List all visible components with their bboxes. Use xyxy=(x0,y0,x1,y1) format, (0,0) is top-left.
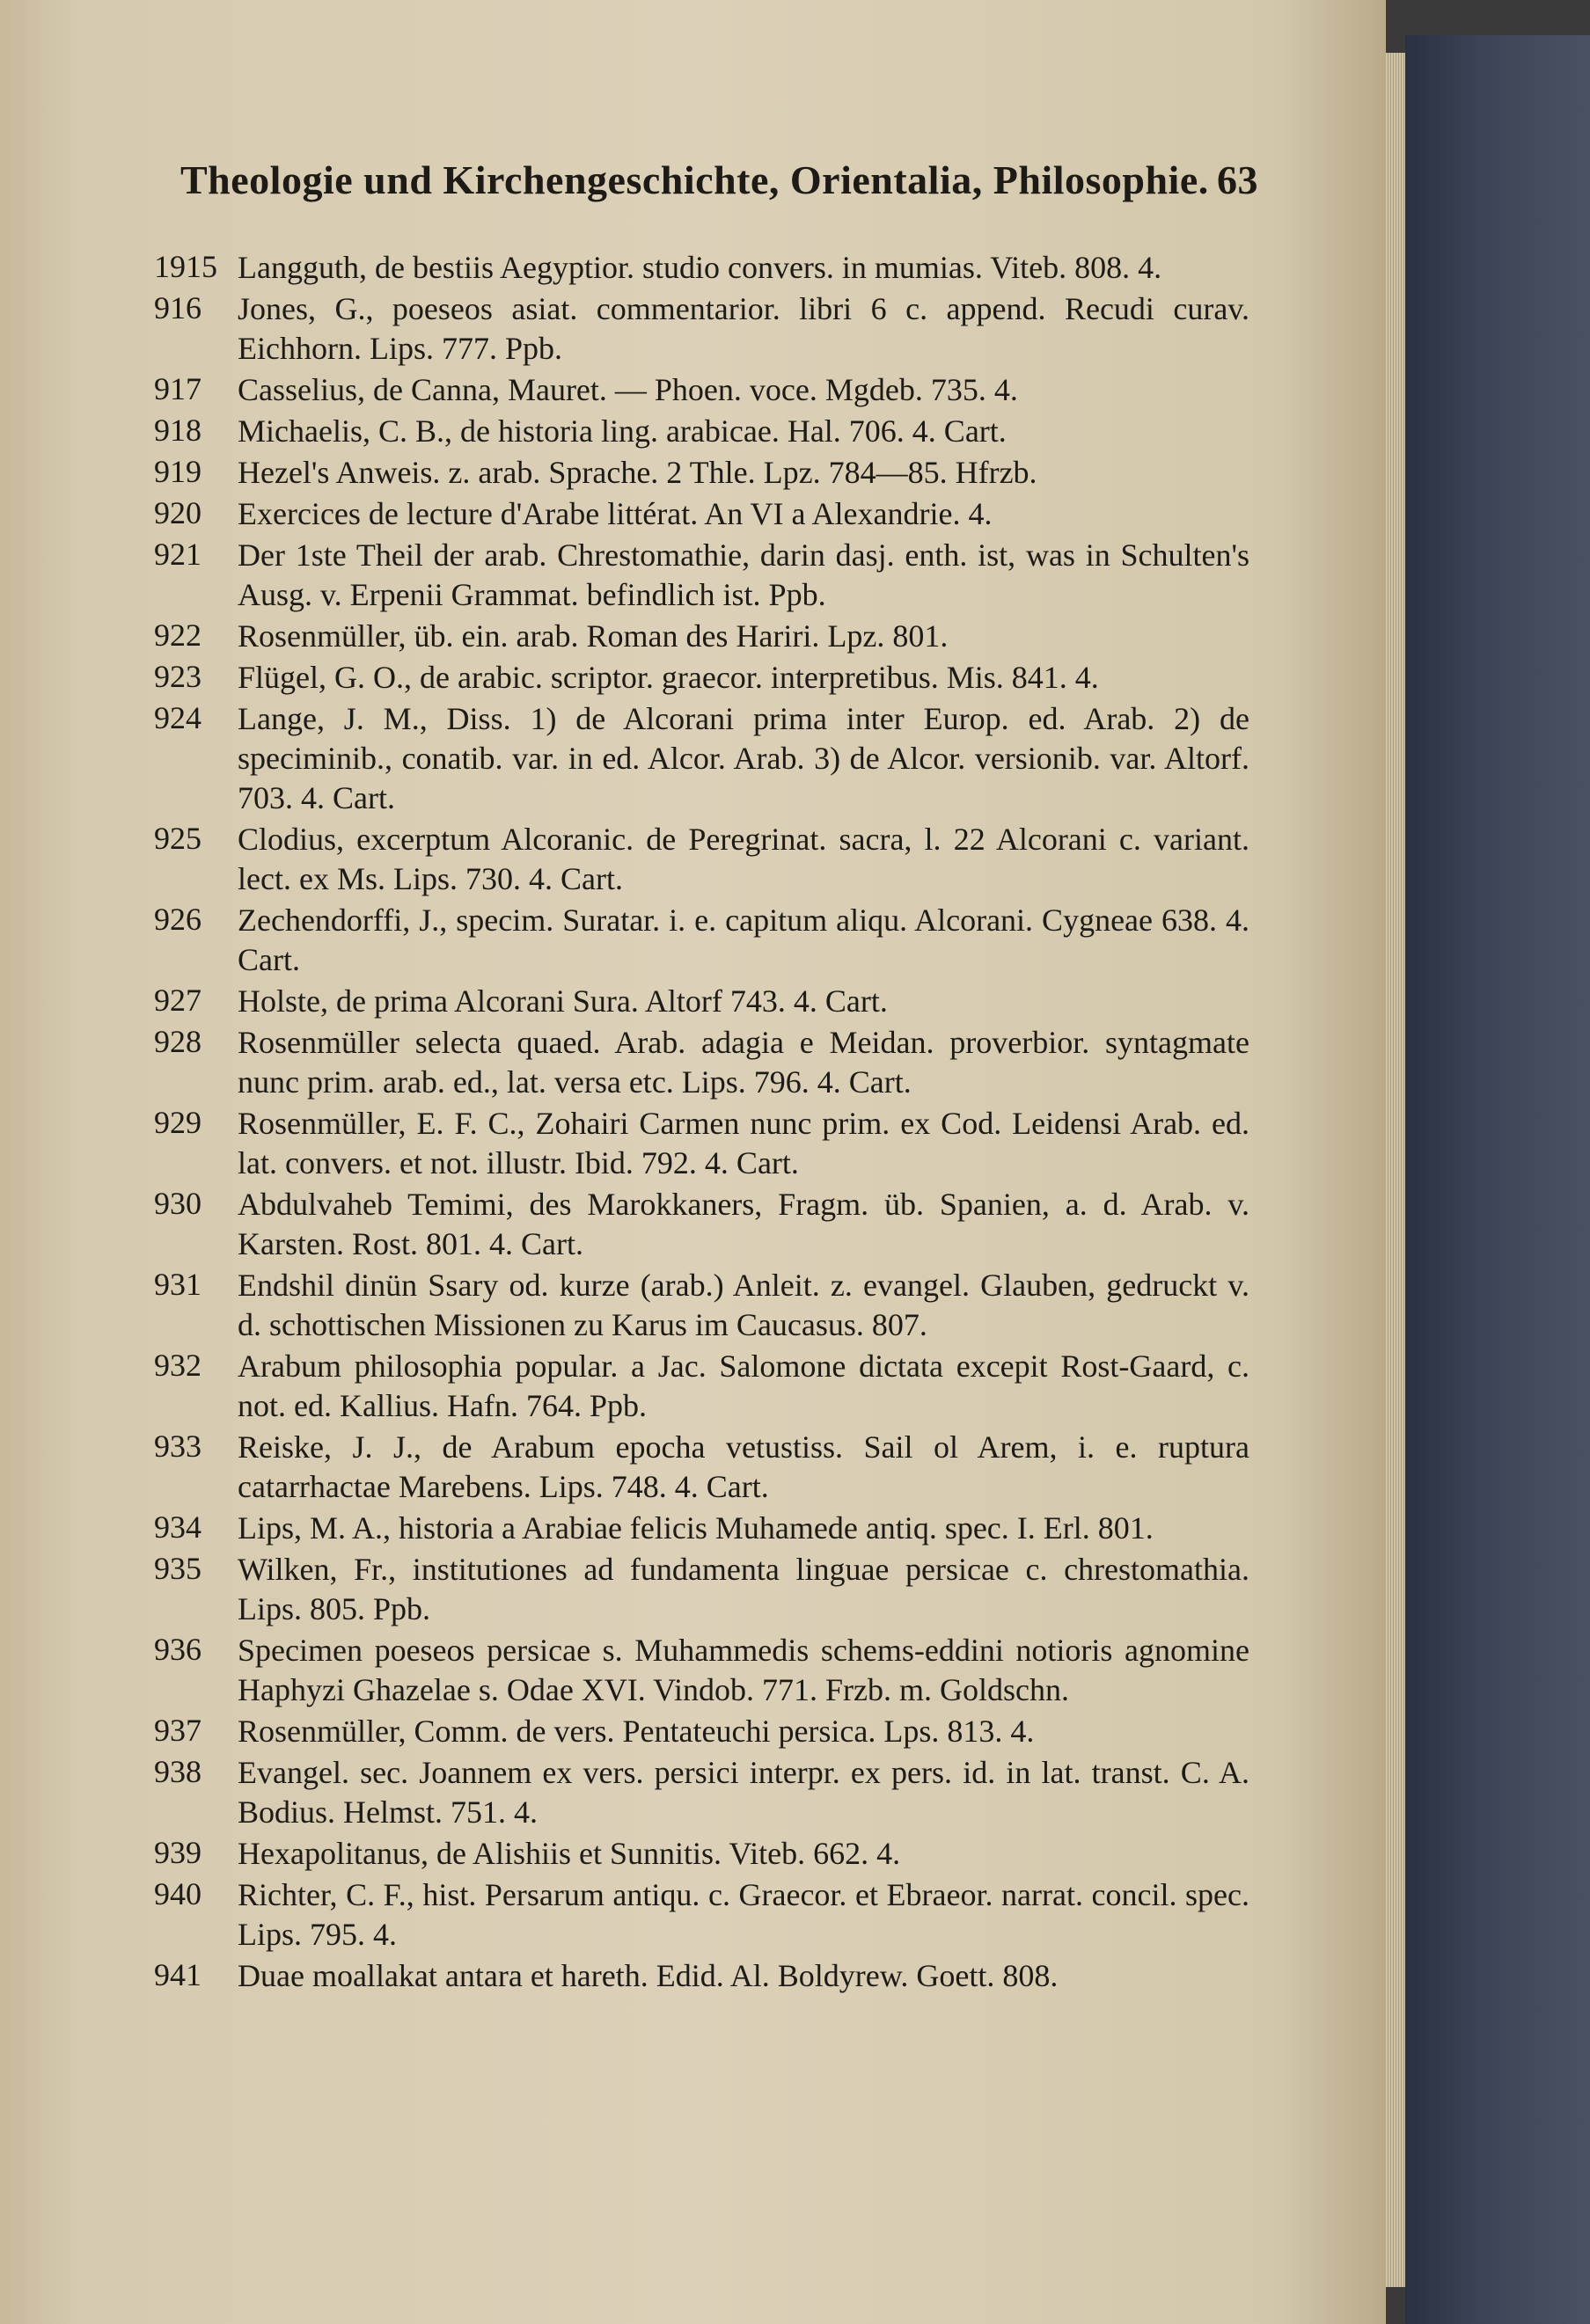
entry-text: Rosenmüller, üb. ein. arab. Roman des Hariri. Lpz. 801. xyxy=(238,618,949,654)
running-title: Theologie und Kirchengeschichte, Orientalia, Philosophie. xyxy=(180,157,1209,202)
entry-number: 928 xyxy=(154,1024,201,1059)
entry-text: Hezel's Anweis. z. arab. Sprache. 2 Thle. Lpz. 784—85. Hfrzb. xyxy=(238,455,1037,490)
entry-text: Jones, G., poeseos asiat. commentarior. libri 6 c. append. Recudi curav. Eichhorn. Lips. 777. Ppb. xyxy=(238,291,1249,366)
catalog-entry xyxy=(154,1347,1249,1426)
entry-number: 1915 xyxy=(154,249,217,284)
entry-number: 930 xyxy=(154,1186,201,1221)
entry-text: Holste, de prima Alcorani Sura. Altorf 743. 4. Cart. xyxy=(238,983,888,1019)
entry-text: Hexapolitanus, de Alishiis et Sunnitis. Viteb. 662. 4. xyxy=(238,1836,901,1871)
entry-number: 936 xyxy=(154,1632,201,1667)
catalog-entry xyxy=(154,1956,1249,1996)
catalog-entry xyxy=(154,248,1249,288)
entry-number: 920 xyxy=(154,495,201,530)
catalog-entries xyxy=(154,248,1249,1998)
catalog-entry xyxy=(154,617,1249,656)
catalog-entry xyxy=(154,494,1249,534)
catalog-entry xyxy=(154,1266,1249,1345)
entry-number: 926 xyxy=(154,902,201,937)
entry-text: Richter, C. F., hist. Persarum antiqu. c. Graecor. et Ebraeor. narrat. concil. spec. Lips. 795. 4. xyxy=(238,1877,1249,1952)
catalog-entry xyxy=(154,820,1249,899)
entry-number: 933 xyxy=(154,1429,201,1464)
entry-number: 916 xyxy=(154,290,201,325)
entry-text: Abdulvaheb Temimi, des Marokkaners, Fragm. üb. Spanien, a. d. Arab. v. Karsten. Rost. 801. 4. Cart. xyxy=(238,1187,1249,1261)
entry-number: 940 xyxy=(154,1876,201,1911)
entry-text: Flügel, G. O., de arabic. scriptor. graecor. interpretibus. Mis. 841. 4. xyxy=(238,660,1099,695)
entry-text: Casselius, de Canna, Mauret. — Phoen. voce. Mgdeb. 735. 4. xyxy=(238,372,1018,407)
catalog-entry xyxy=(154,370,1249,410)
catalog-entry xyxy=(154,412,1249,451)
entry-text: Clodius, excerptum Alcoranic. de Peregrinat. sacra, l. 22 Alcorani c. variant. lect. ex Ms. Lips. 730. 4. Cart. xyxy=(238,822,1249,896)
catalog-entry xyxy=(154,1104,1249,1183)
entry-number: 921 xyxy=(154,537,201,572)
entry-number: 939 xyxy=(154,1835,201,1870)
entry-text: Der 1ste Theil der arab. Chrestomathie, darin dasj. enth. ist, was in Schulten's Ausg. v. Erpenii Grammat. befindlich ist. Ppb. xyxy=(238,537,1249,612)
book-cover xyxy=(1405,35,1590,2324)
entry-text: Evangel. sec. Joannem ex vers. persici interpr. ex pers. id. in lat. transt. C. A. Bodius. Helmst. 751. 4. xyxy=(238,1755,1249,1830)
catalog-entry xyxy=(154,1023,1249,1102)
entry-text: Rosenmüller selecta quaed. Arab. adagia e Meidan. proverbior. syntagmate nunc prim. arab. ed., lat. versa etc. Lips. 796. 4. Cart. xyxy=(238,1025,1249,1100)
entry-number: 932 xyxy=(154,1348,201,1383)
catalog-entry xyxy=(154,1875,1249,1955)
entry-text: Arabum philosophia popular. a Jac. Salomone dictata excepit Rost-Gaard, c. not. ed. Kallius. Hafn. 764. Ppb. xyxy=(238,1348,1249,1423)
catalog-entry xyxy=(154,453,1249,493)
catalog-entry xyxy=(154,1550,1249,1629)
page-header xyxy=(180,157,1258,218)
entry-text: Lips, M. A., historia a Arabiae felicis Muhamede antiq. spec. I. Erl. 801. xyxy=(238,1510,1154,1546)
catalog-entry xyxy=(154,1185,1249,1264)
entry-number: 925 xyxy=(154,821,201,856)
entry-text: Duae moallakat antara et hareth. Edid. Al. Boldyrew. Goett. 808. xyxy=(238,1958,1059,1993)
entry-text: Exercices de lecture d'Arabe littérat. An VI a Alexandrie. 4. xyxy=(238,496,993,531)
entry-text: Michaelis, C. B., de historia ling. arabicae. Hal. 706. 4. Cart. xyxy=(238,413,1007,449)
catalog-entry xyxy=(154,1509,1249,1548)
entry-text: Zechendorffi, J., specim. Suratar. i. e. capitum aliqu. Alcorani. Cygneae 638. 4. Cart. xyxy=(238,903,1249,977)
entry-number: 934 xyxy=(154,1509,201,1545)
catalog-entry xyxy=(154,1428,1249,1507)
entry-number: 935 xyxy=(154,1551,201,1586)
entry-number: 938 xyxy=(154,1754,201,1789)
entry-text: Rosenmüller, E. F. C., Zohairi Carmen nunc prim. ex Cod. Leidensi Arab. ed. lat. convers. et not. illustr. Ibid. 792. 4. Cart. xyxy=(238,1106,1249,1180)
catalog-entry xyxy=(154,1631,1249,1710)
entry-text: Langguth, de bestiis Aegyptior. studio convers. in mumias. Viteb. 808. 4. xyxy=(238,250,1162,285)
entry-text: Specimen poeseos persicae s. Muhammedis schems-eddini notioris agnomine Haphyzi Ghazelae s. Odae XVI. Vindob. 771. Frzb. m. Goldschn. xyxy=(238,1633,1249,1707)
entry-number: 929 xyxy=(154,1105,201,1140)
catalog-entry xyxy=(154,699,1249,818)
entry-number: 918 xyxy=(154,413,201,448)
catalog-entry xyxy=(154,982,1249,1021)
entry-text: Wilken, Fr., institutiones ad fundamenta linguae persicae c. chrestomathia. Lips. 805. Ppb. xyxy=(238,1552,1249,1626)
entry-text: Lange, J. M., Diss. 1) de Alcorani prima inter Europ. ed. Arab. 2) de speciminib., conatib. var. in ed. Alcor. Arab. 3) de Alcor. versionib. var. Altorf. 703. 4. Cart. xyxy=(238,701,1249,815)
entry-number: 941 xyxy=(154,1957,201,1992)
catalog-entry xyxy=(154,658,1249,698)
catalog-entry xyxy=(154,1753,1249,1832)
entry-number: 917 xyxy=(154,371,201,406)
catalog-entry xyxy=(154,289,1249,369)
entry-number: 919 xyxy=(154,454,201,489)
page-number: 63 xyxy=(1217,157,1258,202)
entry-number: 922 xyxy=(154,618,201,653)
entry-number: 931 xyxy=(154,1267,201,1302)
entry-number: 923 xyxy=(154,659,201,694)
entry-number: 924 xyxy=(154,700,201,735)
page-edges xyxy=(1386,53,1405,2287)
catalog-entry xyxy=(154,1834,1249,1874)
entry-text: Reiske, J. J., de Arabum epocha vetustiss. Sail ol Arem, i. e. ruptura catarrhactae Marebens. Lips. 748. 4. Cart. xyxy=(238,1429,1249,1504)
catalog-entry xyxy=(154,536,1249,615)
entry-number: 937 xyxy=(154,1713,201,1748)
catalog-entry xyxy=(154,1712,1249,1751)
entry-text: Rosenmüller, Comm. de vers. Pentateuchi persica. Lps. 813. 4. xyxy=(238,1714,1035,1749)
entry-text: Endshil dinün Ssary od. kurze (arab.) Anleit. z. evangel. Glauben, gedruckt v. d. schottischen Missionen zu Karus im Caucasus. 807. xyxy=(238,1268,1249,1342)
entry-number: 927 xyxy=(154,983,201,1018)
catalog-entry xyxy=(154,901,1249,980)
